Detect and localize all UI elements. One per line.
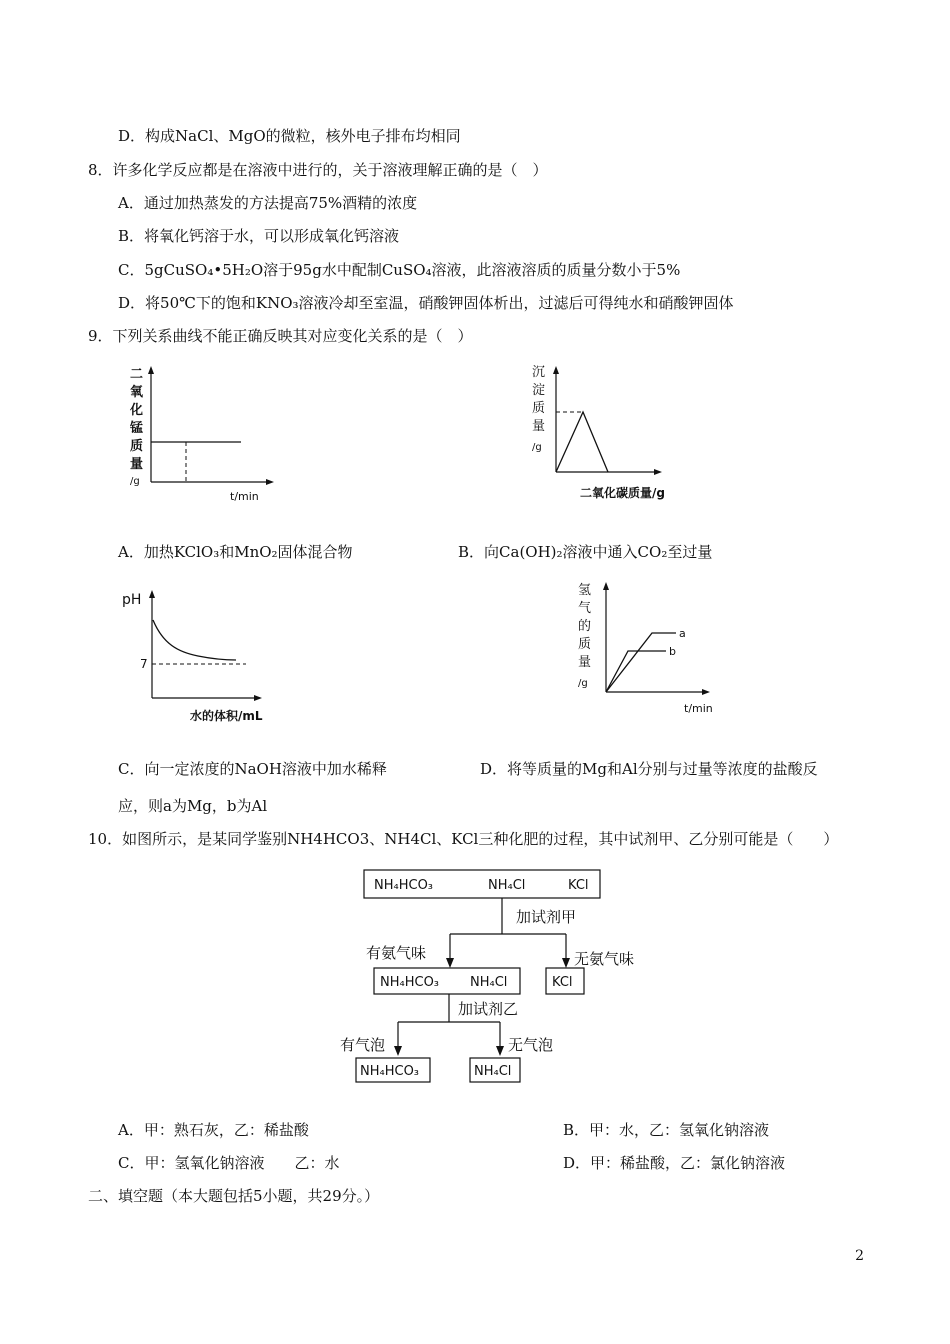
svg-text:/g: /g <box>532 442 542 453</box>
q8-option-a: A．通过加热蒸发的方法提高75%酒精的浓度 <box>118 194 418 212</box>
q8-option-c: C．5gCuSO₄•5H₂O溶于95g水中配制CuSO₄溶液，此溶液溶质的质量分数小于5% <box>118 261 681 279</box>
svg-text:7: 7 <box>140 657 148 671</box>
svg-text:二氧化碳质量/g: 二氧化碳质量/g <box>580 486 665 500</box>
svg-text:氢: 氢 <box>578 583 592 598</box>
q10-flow-diagram <box>330 864 660 1086</box>
svg-text:淀: 淀 <box>532 383 546 398</box>
svg-text:量: 量 <box>532 419 546 434</box>
svg-text:气: 气 <box>578 601 592 616</box>
svg-text:/g: /g <box>578 678 588 689</box>
q10-option-b: B．甲：水，乙：氢氧化钠溶液 <box>563 1121 770 1139</box>
svg-text:无气泡: 无气泡 <box>508 1036 554 1054</box>
q9-option-d-cont: 应，则a为Mg，b为Al <box>118 797 268 815</box>
q7-option-d: D．构成NaCl、MgO的微粒，核外电子排布均相同 <box>118 127 461 145</box>
q9d-curve-b <box>606 651 666 692</box>
q9-option-c: C．向一定浓度的NaOH溶液中加水稀释 <box>118 760 387 778</box>
svg-text:NH₄HCO₃: NH₄HCO₃ <box>360 1064 420 1079</box>
svg-text:加试剂甲: 加试剂甲 <box>516 908 577 926</box>
svg-text:无氨气味: 无氨气味 <box>574 950 635 968</box>
svg-text:量: 量 <box>130 457 144 472</box>
svg-text:质: 质 <box>532 401 546 416</box>
q8-stem: 8．许多化学反应都是在溶液中进行的，关于溶液理解正确的是（ ） <box>88 161 548 179</box>
page-number: 2 <box>855 1248 864 1264</box>
svg-text:KCl: KCl <box>552 975 573 990</box>
svg-text:氧: 氧 <box>130 385 144 400</box>
svg-text:有氨气味: 有氨气味 <box>366 944 427 962</box>
svg-text:锰: 锰 <box>130 421 144 436</box>
q9-figure-d <box>572 578 722 720</box>
q9-option-d: D．将等质量的Mg和Al分别与过量等浓度的盐酸反 <box>480 760 818 778</box>
svg-text:KCl: KCl <box>568 878 589 893</box>
svg-text:水的体积/mL: 水的体积/mL <box>190 709 263 723</box>
q8-option-d: D．将50℃下的饱和KNO₃溶液冷却至室温，硝酸钾固体析出，过滤后可得纯水和硝酸钾固体 <box>118 294 734 312</box>
svg-text:NH₄HCO₃: NH₄HCO₃ <box>374 878 434 893</box>
svg-text:质: 质 <box>130 439 144 454</box>
svg-text:/g: /g <box>130 476 140 487</box>
svg-text:的: 的 <box>578 619 592 634</box>
svg-text:t/min: t/min <box>230 490 259 503</box>
svg-text:b: b <box>669 645 676 658</box>
q9-option-a: A．加热KClO₃和MnO₂固体混合物 <box>118 543 353 561</box>
svg-text:化: 化 <box>130 403 144 418</box>
svg-text:NH₄HCO₃: NH₄HCO₃ <box>380 975 440 990</box>
q10-option-d: D．甲：稀盐酸，乙：氯化钠溶液 <box>563 1154 786 1172</box>
q9-figure-a <box>120 362 280 507</box>
svg-text:量: 量 <box>578 655 592 670</box>
svg-text:NH₄Cl: NH₄Cl <box>488 878 526 893</box>
q9-option-b: B．向Ca(OH)₂溶液中通入CO₂至过量 <box>458 543 713 561</box>
q9-stem: 9．下列关系曲线不能正确反映其对应变化关系的是（ ） <box>88 327 473 345</box>
q10-option-a: A．甲：熟石灰，乙：稀盐酸 <box>118 1121 309 1139</box>
svg-text:a: a <box>679 627 686 640</box>
q10-option-c: C．甲：氢氧化钠溶液 乙：水 <box>118 1154 340 1172</box>
q9d-curve-a <box>606 633 676 692</box>
svg-text:t/min: t/min <box>684 702 713 715</box>
svg-text:沉: 沉 <box>532 365 546 380</box>
section-2-heading: 二、填空题（本大题包括5小题，共29分。） <box>88 1187 380 1205</box>
q9b-curve <box>556 412 608 472</box>
svg-text:质: 质 <box>578 637 592 652</box>
q9-figure-c <box>118 584 288 726</box>
q9c-curve <box>153 620 236 660</box>
svg-text:加试剂乙: 加试剂乙 <box>458 1000 519 1018</box>
svg-text:有气泡: 有气泡 <box>340 1036 386 1054</box>
q8-option-b: B．将氧化钙溶于水，可以形成氧化钙溶液 <box>118 227 400 245</box>
q10-stem: 10．如图所示，是某同学鉴别NH4HCO3、NH4Cl、KCl三种化肥的过程，其中试剂甲、乙分别可能是（ ） <box>88 830 839 848</box>
svg-text:NH₄Cl: NH₄Cl <box>474 1064 512 1079</box>
q9-figure-b <box>528 360 698 508</box>
svg-text:NH₄Cl: NH₄Cl <box>470 975 508 990</box>
svg-text:pH: pH <box>122 592 142 608</box>
svg-text:二: 二 <box>130 367 144 382</box>
